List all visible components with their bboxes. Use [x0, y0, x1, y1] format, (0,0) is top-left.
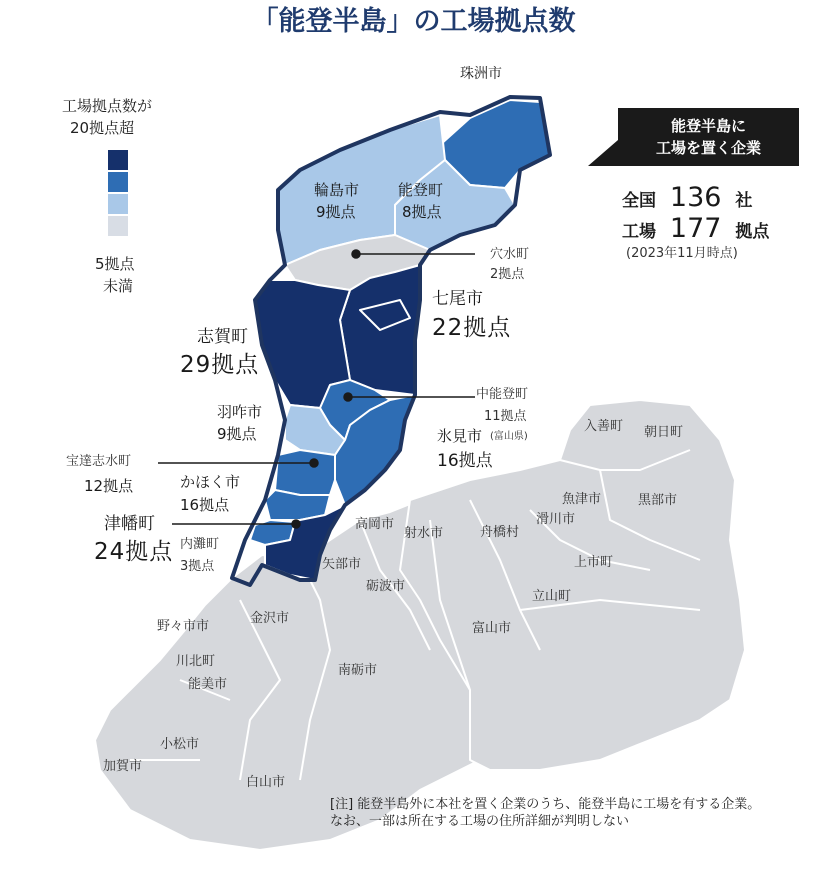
legend-top-label-2: 20拠点超	[70, 119, 135, 137]
label-tonami: 砺波市	[366, 579, 406, 594]
legend-bottom-label-1: 5拠点	[95, 255, 135, 273]
label-suzu: 珠洲市	[460, 66, 502, 82]
stat-national-unit: 社	[735, 191, 753, 211]
label-kanazawa: 金沢市	[250, 611, 290, 626]
label-wajima-name: 輪島市	[314, 181, 360, 199]
stat-factory-value: 177	[669, 213, 722, 244]
label-nakanoto-count: 11拠点	[484, 409, 527, 424]
footnote	[330, 796, 770, 830]
label-anamizu-name: 穴水町	[490, 247, 530, 262]
region-hodatsushimizu	[275, 450, 335, 495]
label-hakui-count: 9拠点	[217, 425, 257, 443]
legend-top-label-1: 工場拠点数が	[62, 97, 153, 115]
label-uchinada-count: 3拠点	[180, 559, 215, 574]
label-uozu: 魚津市	[562, 492, 602, 507]
callout-box	[618, 108, 799, 166]
stat-factory	[622, 213, 769, 244]
label-takaoka: 高岡市	[355, 517, 395, 532]
label-irizen: 入善町	[584, 419, 624, 434]
label-tsubata-count: 24拠点	[94, 539, 174, 565]
label-namerikawa: 滑川市	[536, 512, 576, 527]
label-himi-name: 氷見市	[437, 427, 483, 445]
label-wajima-count: 9拠点	[316, 203, 356, 221]
stat-factory-label: 工場	[622, 222, 656, 242]
label-hakusan: 白山市	[246, 775, 286, 790]
stat-national-label: 全国	[622, 191, 656, 211]
label-nonoichi: 野々市市	[157, 619, 210, 634]
label-kahoku-name: かほく市	[180, 473, 241, 491]
callout-line-2: 工場を置く企業	[655, 139, 761, 157]
label-nanao-count: 22拠点	[432, 315, 512, 341]
label-himi-pref: (富山県)	[490, 431, 528, 442]
label-noto-name: 能登町	[398, 181, 444, 199]
footnote-text: 能登半島外に本社を置く企業のうち、能登半島に工場を有する企業。なお、一部は所在する工場の住所詳細が判明しない	[330, 797, 761, 829]
label-kurobe: 黒部市	[638, 493, 678, 508]
label-oyabe: 矢部市	[322, 557, 362, 572]
label-tsubata-name: 津幡町	[104, 514, 155, 534]
label-funahashi: 舟橋村	[480, 525, 520, 540]
stat-factory-unit: 拠点	[735, 222, 770, 242]
stat-national	[622, 182, 752, 213]
callout-line-1: 能登半島に	[670, 117, 746, 135]
label-kawakita: 川北町	[176, 654, 216, 669]
label-komatsu: 小松市	[160, 737, 200, 752]
page-title: 「能登半島」の工場拠点数	[251, 6, 576, 37]
label-asahi: 朝日町	[644, 425, 684, 440]
label-hakui-name: 羽咋市	[217, 403, 263, 421]
legend-bottom-label-2: 未満	[103, 277, 134, 295]
legend-swatch-dark	[108, 150, 128, 170]
label-uchinada-name: 内灘町	[180, 537, 220, 552]
label-kaga: 加賀市	[103, 759, 143, 774]
label-imizu: 射水市	[404, 526, 444, 541]
label-noto-count: 8拠点	[402, 203, 442, 221]
label-nanto: 南砺市	[338, 663, 378, 678]
callout-pointer	[588, 140, 618, 166]
label-kamiichi: 上市町	[574, 555, 614, 570]
legend-swatch-gray	[108, 216, 128, 236]
label-shika-count: 29拠点	[180, 352, 260, 378]
label-shika-name: 志賀町	[197, 327, 248, 347]
label-kahoku-count: 16拠点	[180, 496, 230, 514]
legend-swatch-light	[108, 194, 128, 214]
label-nakanoto-name: 中能登町	[476, 387, 529, 402]
label-himi-count: 16拠点	[437, 451, 493, 471]
label-tateyama: 立山町	[532, 589, 572, 604]
label-hodatsushimizu-name: 宝達志水町	[66, 454, 132, 469]
label-nanao-name: 七尾市	[432, 289, 483, 309]
stat-national-value: 136	[669, 182, 722, 213]
label-toyama: 富山市	[472, 621, 512, 636]
label-hodatsushimizu-count: 12拠点	[84, 477, 134, 495]
label-anamizu-count: 2拠点	[490, 267, 525, 282]
label-nomi: 能美市	[188, 677, 228, 692]
footnote-prefix: [注]	[330, 797, 354, 812]
stat-as-of: (2023年11月時点)	[626, 246, 738, 261]
legend-swatch-mid	[108, 172, 128, 192]
